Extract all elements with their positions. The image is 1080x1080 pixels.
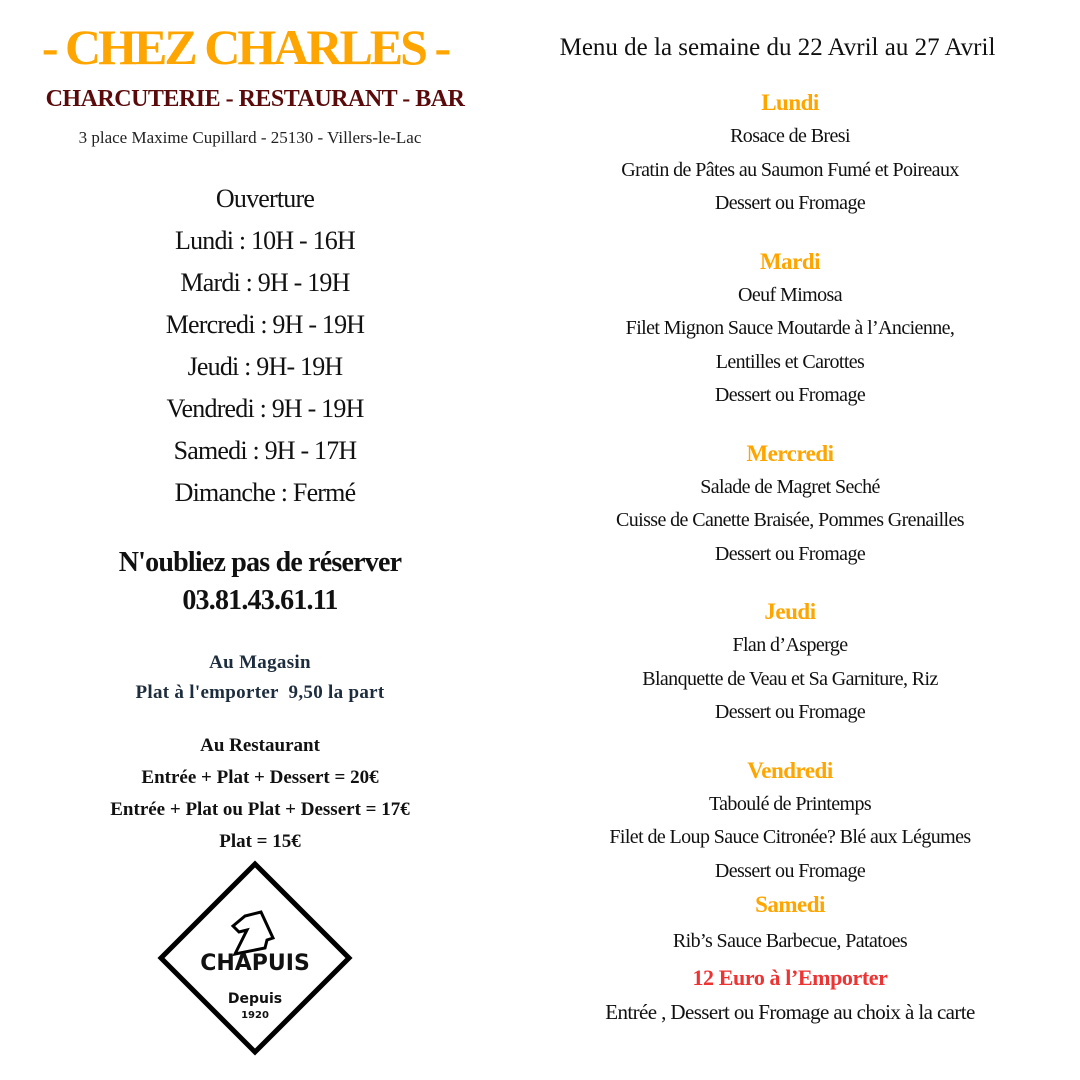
dish: Oeuf Mimosa	[738, 283, 842, 306]
dish: Cuisse de Canette Braisée, Pommes Grenailles	[616, 509, 964, 531]
dish: Filet de Loup Sauce Citronée? Blé aux Légumes	[609, 826, 971, 848]
dish: Blanquette de Veau et Sa Garniture, Riz	[642, 667, 938, 690]
brand-subtitle: CHARCUTERIE - RESTAURANT - BAR	[45, 86, 465, 112]
menu-day-samedi	[560, 888, 1020, 1030]
dish: Gratin de Pâtes au Saumon Fumé et Poireaux	[621, 158, 959, 181]
day-name: Vendredi	[747, 757, 833, 783]
address: 3 place Maxime Cupillard - 25130 - Villers-le-Lac	[78, 128, 422, 147]
day-name: Mardi	[759, 248, 821, 274]
shop-block	[40, 648, 480, 708]
takeaway-price-note: 12 Euro à l’Emporter	[692, 965, 888, 990]
dish: Taboulé de Printemps	[708, 792, 872, 815]
day-name: Mercredi	[746, 440, 834, 466]
logo-since-label: Depuis	[227, 991, 283, 1007]
dish: Rosace de Bresi	[730, 125, 850, 147]
price-line: Entrée + Plat + Dessert = 20€	[141, 767, 379, 788]
diamond-frame-icon	[155, 858, 355, 1058]
dish: Flan d’Asperge	[732, 634, 848, 656]
hours-line: Samedi : 9H - 17H	[173, 436, 357, 465]
dish: Dessert ou Fromage	[714, 542, 866, 565]
day-name: Jeudi	[764, 599, 816, 624]
dish: Lentilles et Carottes	[715, 350, 865, 373]
hours-line: Mardi : 9H - 19H	[180, 268, 350, 297]
price-line: Entrée + Plat ou Plat + Dessert = 17€	[110, 799, 410, 820]
day-name: Samedi	[755, 892, 825, 917]
dish: Salade de Magret Seché	[700, 475, 880, 498]
menu-day-jeudi	[560, 595, 1020, 730]
day-name: Lundi	[761, 90, 819, 115]
menu-footer-note: Entrée , Dessert ou Fromage au choix à la carte	[605, 1000, 975, 1024]
brand-title: - CHEZ CHARLES -	[41, 19, 449, 75]
hours-line: Lundi : 10H - 16H	[175, 226, 355, 255]
reservation-text: N'oubliez pas de réserver	[118, 547, 402, 578]
menu-day-lundi	[560, 86, 1020, 221]
menu-day-mercredi	[560, 437, 1020, 572]
dish: Dessert ou Fromage	[714, 384, 866, 406]
shop-title: Au Magasin	[209, 652, 311, 673]
hours-line: Vendredi : 9H - 19H	[166, 394, 364, 423]
phone-number: 03.81.43.61.11	[182, 585, 338, 616]
weekly-menu	[560, 86, 1020, 1030]
price-line: Plat = 15€	[219, 831, 301, 852]
hours-title: Ouverture	[215, 184, 315, 213]
dish: Dessert ou Fromage	[714, 192, 866, 214]
restaurant-block	[30, 730, 490, 858]
dish: Rib’s Sauce Barbecue, Patatoes	[672, 930, 908, 952]
reservation-block	[40, 544, 480, 620]
dish: Dessert ou Fromage	[714, 701, 866, 723]
hours-line: Dimanche : Fermé	[174, 478, 356, 507]
dish: Filet Mignon Sauce Moutarde à l’Ancienne,	[625, 317, 955, 339]
chapuis-logo	[155, 858, 355, 1058]
restaurant-title: Au Restaurant	[200, 735, 320, 756]
hours-line: Jeudi : 9H- 19H	[187, 352, 343, 381]
logo-name: CHAPUIS	[200, 951, 310, 976]
shop-takeaway-price: Plat à l'emporter 9,50 la part	[135, 682, 385, 703]
dish: Dessert ou Fromage	[714, 859, 866, 882]
opening-hours	[105, 178, 425, 514]
logo-year: 1920	[241, 1010, 269, 1021]
week-title: Menu de la semaine du 22 Avril au 27 Avril	[559, 34, 996, 61]
hours-line: Mercredi : 9H - 19H	[165, 310, 365, 339]
menu-day-vendredi	[560, 754, 1020, 889]
menu-day-mardi	[560, 245, 1020, 413]
